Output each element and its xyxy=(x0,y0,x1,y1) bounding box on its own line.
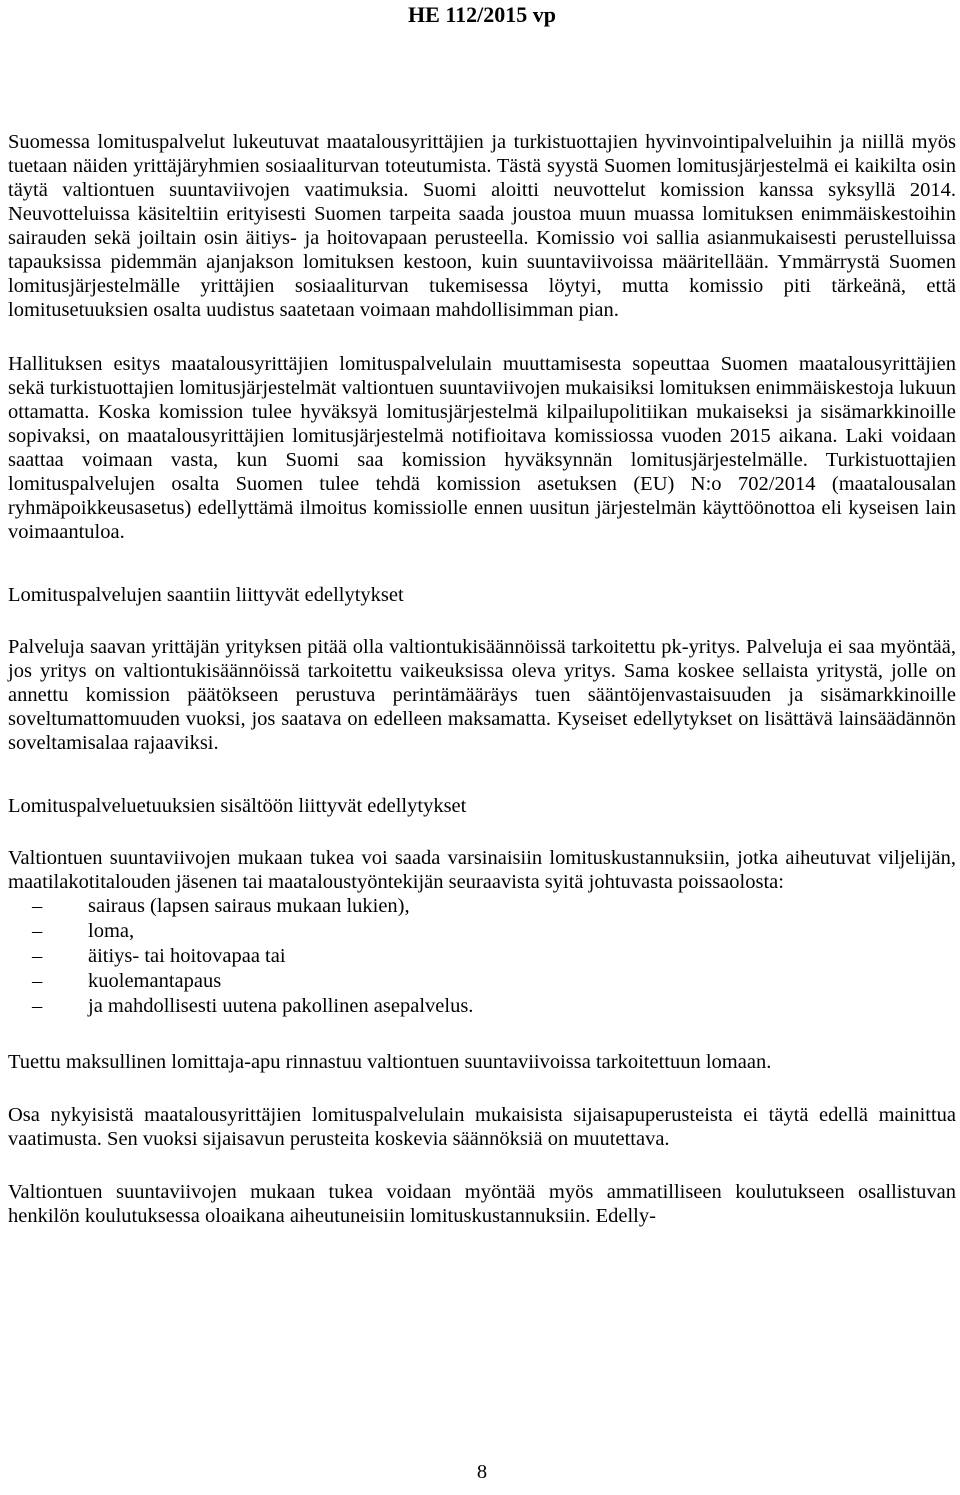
paragraph-tuettu-lomittaja-apu: Tuettu maksullinen lomittaja-apu rinnastuu valtiontuen suuntaviivoissa tarkoitettuun lomaan. xyxy=(8,1051,772,1073)
list-item xyxy=(8,894,956,919)
list-item xyxy=(8,969,956,994)
absence-reason-list xyxy=(8,894,956,1019)
dash-marker: – xyxy=(32,995,43,1017)
list-item xyxy=(8,944,956,969)
paragraph-sijaisapuperusteet: Osa nykyisistä maatalousyrittäjien lomituspalvelulain mukaisista sijaisapuperusteista ei täytä edellä mainittua vaatimusta. Sen vuoksi sijaisavun perusteita koskevia säännöksiä on muutettava. xyxy=(8,1104,956,1150)
list-item-text: loma, xyxy=(88,920,135,942)
section-heading-sisalto: Lomituspalveluetuuksien sisältöön liittyvät edellytykset xyxy=(8,795,467,817)
dash-marker: – xyxy=(32,945,43,967)
page-number: 8 xyxy=(476,1461,488,1483)
dash-marker: – xyxy=(32,970,43,992)
list-item-text: kuolemantapaus xyxy=(88,970,222,992)
list-item xyxy=(8,919,956,944)
dash-marker: – xyxy=(32,920,43,942)
paragraph-hallituksen-esitys: Hallituksen esitys maatalousyrittäjien lomituspalvelulain muuttamisesta sopeuttaa Suomen maatalousyrittäjien sekä turkistuottajien lomitusjärjestelmät valtiontuen suuntaviivojen mukaisiksi lomituksen enimmäiskestoja lukuun ottamatta. Koska komission tulee hyväksyä lomitusjärjestelmä kilpailupolitiikan mukaiseksi ja sisämarkkinoille sopivaksi, on maatalousyrittäjien lomitusjärjestelmä notifioitava komissiossa vuoden 2015 aikana. Laki voidaan saattaa voimaan vasta, kun Suomi saa komission hyväksynnän lomitusjärjestelmälle. Turkistuottajien lomituspalvelujen osalta Suomen tulee tehdä komission asetuksen (EU) N:o 702/2014 (maatalousalan ryhmäpoikkeusasetus) edellyttämä ilmoitus komissiolle ennen uusitun järjestelmän käyttöönottoa eli kyseisen lain voimaantuloa. xyxy=(8,353,956,543)
section-heading-saanti: Lomituspalvelujen saantiin liittyvät edellytykset xyxy=(8,584,404,606)
list-item-text: ja mahdollisesti uutena pakollinen asepalvelus. xyxy=(88,995,474,1017)
dash-marker: – xyxy=(32,895,43,917)
paragraph-palveluja-saavan: Palveluja saavan yrittäjän yrityksen pitää olla valtiontukisäännöissä tarkoitettu pk-yritys. Palveluja ei saa myöntää, jos yritys on valtiontukisäännöissä tarkoitettu vaikeuksissa oleva yritys. Sama koskee sellaista yritystä, jolle on annettu komission päätökseen perustuva perintämääräys tuen sääntöjenvastaisuuden ja sisämarkkinoille soveltumattomuuden vuoksi, jos saatava on edelleen maksamatta. Kyseiset edellytykset on lisättävä lainsäädännön soveltamisalaa rajaaviksi. xyxy=(8,636,956,754)
paragraph-lomituspalvelut: Suomessa lomituspalvelut lukeutuvat maatalousyrittäjien ja turkistuottajien hyvinvointipalveluihin ja niillä myös tuetaan näiden yrittäjäryhmien sosiaaliturvan toteutumista. Tästä syystä Suomen lomitusjärjestelmä ei kaikilta osin täytä valtiontuen suuntaviivojen vaatimuksia. Suomi aloitti neuvottelut komission kanssa syksyllä 2014. Neuvotteluissa käsiteltiin erityisesti Suomen tarpeita saada joustoa muun muassa lomituksen enimmäiskestoihin sairauden sekä joiltain osin äitiys- ja hoitovapaan perusteella. Komissio voi sallia asianmukaisesti perustelluissa tapauksissa pidemmän ajanjakson lomituksen kestoon, kuin suuntaviivoissa määritellään. Ymmärrystä Suomen lomitusjärjestelmälle yrittäjien sosiaaliturvan tukemisessa löytyi, mutta komissio piti tärkeänä, että lomitusetuuksien osalta uudistus saatetaan voimaan mahdollisimman pian. xyxy=(8,131,956,321)
list-item-text: sairaus (lapsen sairaus mukaan lukien), xyxy=(88,895,410,917)
document-body xyxy=(8,130,956,1228)
paragraph-ammatillinen-koulutus: Valtiontuen suuntaviivojen mukaan tukea voidaan myöntää myös ammatilliseen koulutukseen osallistuvan henkilön koulutuksessa oloaikana aiheutuneisiin lomituskustannuksiin. Edelly- xyxy=(8,1181,956,1227)
document-header: HE 112/2015 vp xyxy=(408,2,556,27)
paragraph-valtiontuen-suuntaviivat: Valtiontuen suuntaviivojen mukaan tukea voi saada varsinaisiin lomituskustannuksiin, jotka aiheutuvat viljelijän, maatilakotitalouden jäsenen tai maataloustyöntekijän seuraavista syitä johtuvasta poissaolosta: xyxy=(8,847,956,893)
document-page xyxy=(8,0,956,1495)
list-item-text: äitiys- tai hoitovapaa tai xyxy=(88,945,286,967)
list-item xyxy=(8,994,956,1019)
